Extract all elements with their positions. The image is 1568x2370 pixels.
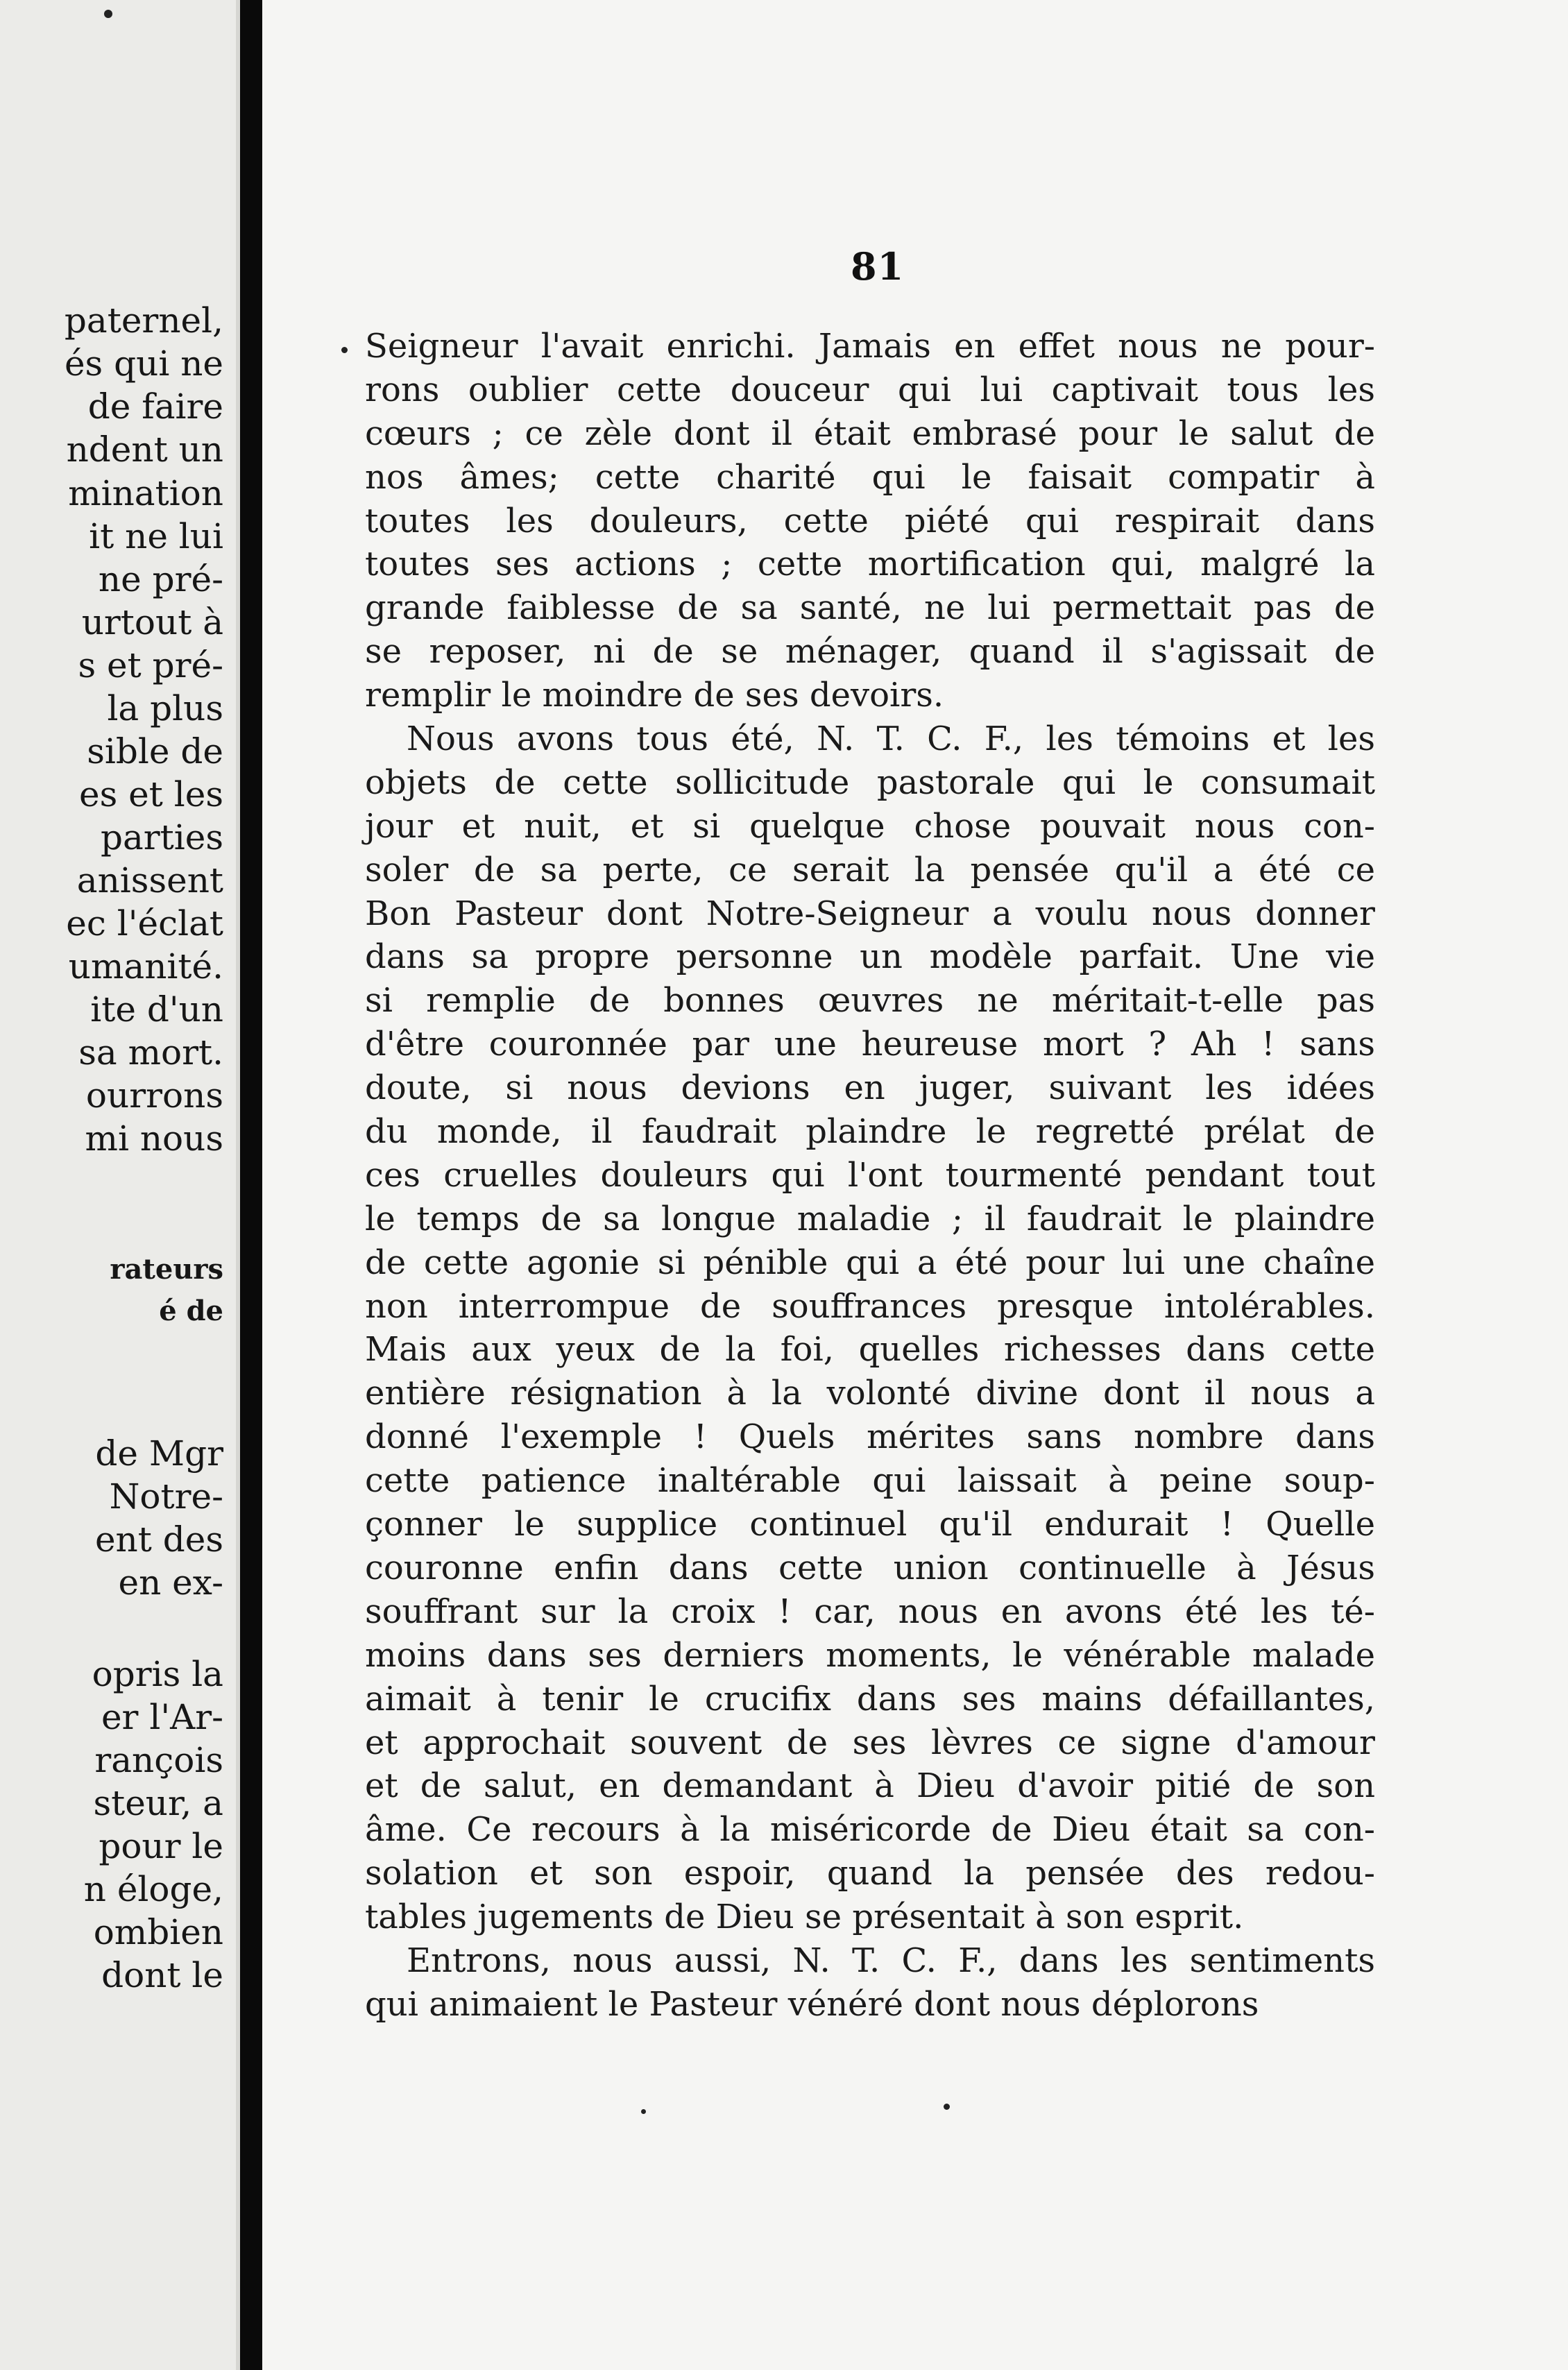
text-line: nos âmes; cette charité qui le faisait compatir à bbox=[365, 457, 1375, 497]
text-line: Mais aux yeux de la foi, quelles richesses dans cette bbox=[365, 1330, 1375, 1370]
previous-page-text: de Mgr bbox=[95, 1433, 223, 1474]
previous-page-text: n éloge, bbox=[83, 1869, 223, 1909]
previous-page-text: es et les bbox=[79, 774, 223, 815]
ink-speck bbox=[944, 2104, 950, 2110]
text-line: toutes les douleurs, cette piété qui respirait dans bbox=[365, 501, 1375, 540]
text-line: cœurs ; ce zèle dont il était embrasé pour le salut de bbox=[365, 414, 1375, 453]
text-line: et approchait souvent de ses lèvres ce signe d'amour bbox=[365, 1723, 1375, 1762]
previous-page-text: en ex- bbox=[118, 1562, 223, 1603]
previous-page-text: mi nous bbox=[85, 1118, 223, 1159]
text-line: du monde, il faudrait plaindre le regretté prélat de bbox=[365, 1112, 1375, 1152]
page-gutter bbox=[240, 0, 261, 2370]
text-line: de cette agonie si pénible qui a été pour lui une chaîne bbox=[365, 1243, 1375, 1282]
previous-page-text: ent des bbox=[94, 1519, 223, 1560]
text-line: ces cruelles douleurs qui l'ont tourmenté pendant tout bbox=[365, 1155, 1375, 1195]
text-line: si remplie de bonnes œuvres ne méritait-t-elle pas bbox=[365, 981, 1375, 1021]
previous-page-text: umanité. bbox=[68, 946, 223, 987]
previous-page-text: rançois bbox=[94, 1740, 223, 1780]
text-line: Seigneur l'avait enrichi. Jamais en effet nous ne pour- bbox=[365, 327, 1375, 366]
previous-page-text: la plus bbox=[107, 688, 223, 728]
text-line: toutes ses actions ; cette mortification qui, malgré la bbox=[365, 545, 1375, 584]
text-line: moins dans ses derniers moments, le vénérable malade bbox=[365, 1635, 1375, 1675]
previous-page-edge bbox=[0, 0, 240, 2370]
text-line: le temps de sa longue maladie ; il faudrait le plaindre bbox=[365, 1199, 1375, 1238]
text-line: objets de cette sollicitude pastorale qui le consumait bbox=[365, 762, 1375, 802]
text-line: jour et nuit, et si quelque chose pouvait nous con- bbox=[365, 806, 1375, 846]
text-line: tables jugements de Dieu se présentait à son esprit. bbox=[365, 1898, 1244, 1937]
previous-page-text: pour le bbox=[99, 1826, 223, 1866]
text-line: Entrons, nous aussi, N. T. C. F., dans les sentiments bbox=[407, 1941, 1375, 1980]
text-line: souffrant sur la croix ! car, nous en avons été les té- bbox=[365, 1592, 1375, 1631]
previous-page-text: it ne lui bbox=[89, 516, 223, 556]
text-line: et de salut, en demandant à Dieu d'avoir pitié de son bbox=[365, 1766, 1375, 1806]
text-line: rons oublier cette douceur qui lui captivait tous les bbox=[365, 370, 1375, 409]
previous-page-text: Notre- bbox=[109, 1476, 223, 1517]
text-line: d'être couronnée par une heureuse mort ? Ah ! sans bbox=[365, 1025, 1375, 1064]
previous-page-text: dont le bbox=[101, 1955, 223, 1995]
text-line: donné l'exemple ! Quels mérites sans nombre dans bbox=[365, 1417, 1375, 1457]
text-line: âme. Ce recours à la miséricorde de Dieu était sa con- bbox=[365, 1810, 1375, 1850]
text-line: çonner le supplice continuel qu'il endurait ! Quelle bbox=[365, 1505, 1375, 1544]
text-line: entière résignation à la volonté divine dont il nous a bbox=[365, 1374, 1375, 1413]
previous-page-text: ne pré- bbox=[98, 559, 223, 599]
text-line: solation et son espoir, quand la pensée des redou- bbox=[365, 1854, 1375, 1893]
previous-page-text: és qui ne bbox=[64, 343, 223, 384]
text-line: Bon Pasteur dont Notre-Seigneur a voulu nous donner bbox=[365, 894, 1375, 933]
text-line: dans sa propre personne un modèle parfait. Une vie bbox=[365, 937, 1375, 977]
previous-page-text: urtout à bbox=[81, 602, 223, 642]
previous-page-text: parties bbox=[100, 817, 223, 858]
text-line: cette patience inaltérable qui laissait à peine soup- bbox=[365, 1461, 1375, 1501]
body-text bbox=[365, 325, 1375, 2027]
previous-page-text: s et pré- bbox=[78, 645, 223, 685]
previous-page-text: sible de bbox=[87, 731, 223, 771]
text-line: qui animaient le Pasteur vénéré dont nous déplorons bbox=[365, 1984, 1259, 2024]
previous-page-text: ec l'éclat bbox=[66, 903, 223, 944]
text-line: se reposer, ni de se ménager, quand il s'agissait de bbox=[365, 632, 1375, 672]
previous-page-text: steur, a bbox=[93, 1783, 223, 1823]
previous-page-text: mination bbox=[68, 473, 223, 513]
previous-page-text: é de bbox=[159, 1295, 223, 1327]
previous-page-text: anissent bbox=[76, 860, 223, 901]
text-line: grande faiblesse de sa santé, ne lui permettait pas de bbox=[365, 588, 1375, 628]
previous-page-text: ite d'un bbox=[90, 989, 223, 1030]
text-line: soler de sa perte, ce serait la pensée qu'il a été ce bbox=[365, 850, 1375, 889]
previous-page-text: sa mort. bbox=[78, 1032, 223, 1073]
ink-speck bbox=[341, 347, 348, 353]
page-number: 81 bbox=[851, 244, 905, 289]
text-line: non interrompue de souffrances presque intolérables. bbox=[365, 1286, 1375, 1326]
text-line: aimait à tenir le crucifix dans ses mains défaillantes, bbox=[365, 1679, 1375, 1719]
previous-page-text: ndent un bbox=[66, 429, 223, 470]
text-line: doute, si nous devions en juger, suivant les idées bbox=[365, 1068, 1375, 1108]
previous-page-text: ombien bbox=[93, 1912, 223, 1952]
previous-page-text: opris la bbox=[92, 1654, 223, 1694]
previous-page-text: er l'Ar- bbox=[101, 1697, 223, 1737]
previous-page-text: paternel, bbox=[64, 300, 223, 341]
text-line: Nous avons tous été, N. T. C. F., les témoins et les bbox=[407, 719, 1375, 759]
ink-speck bbox=[104, 10, 112, 18]
ink-speck bbox=[641, 2109, 646, 2114]
previous-page-text: de faire bbox=[87, 386, 223, 427]
text-line: remplir le moindre de ses devoirs. bbox=[365, 676, 944, 715]
previous-page-text: rateurs bbox=[110, 1253, 223, 1286]
previous-page-text: ourrons bbox=[85, 1075, 223, 1116]
text-line: couronne enfin dans cette union continuelle à Jésus bbox=[365, 1548, 1375, 1587]
